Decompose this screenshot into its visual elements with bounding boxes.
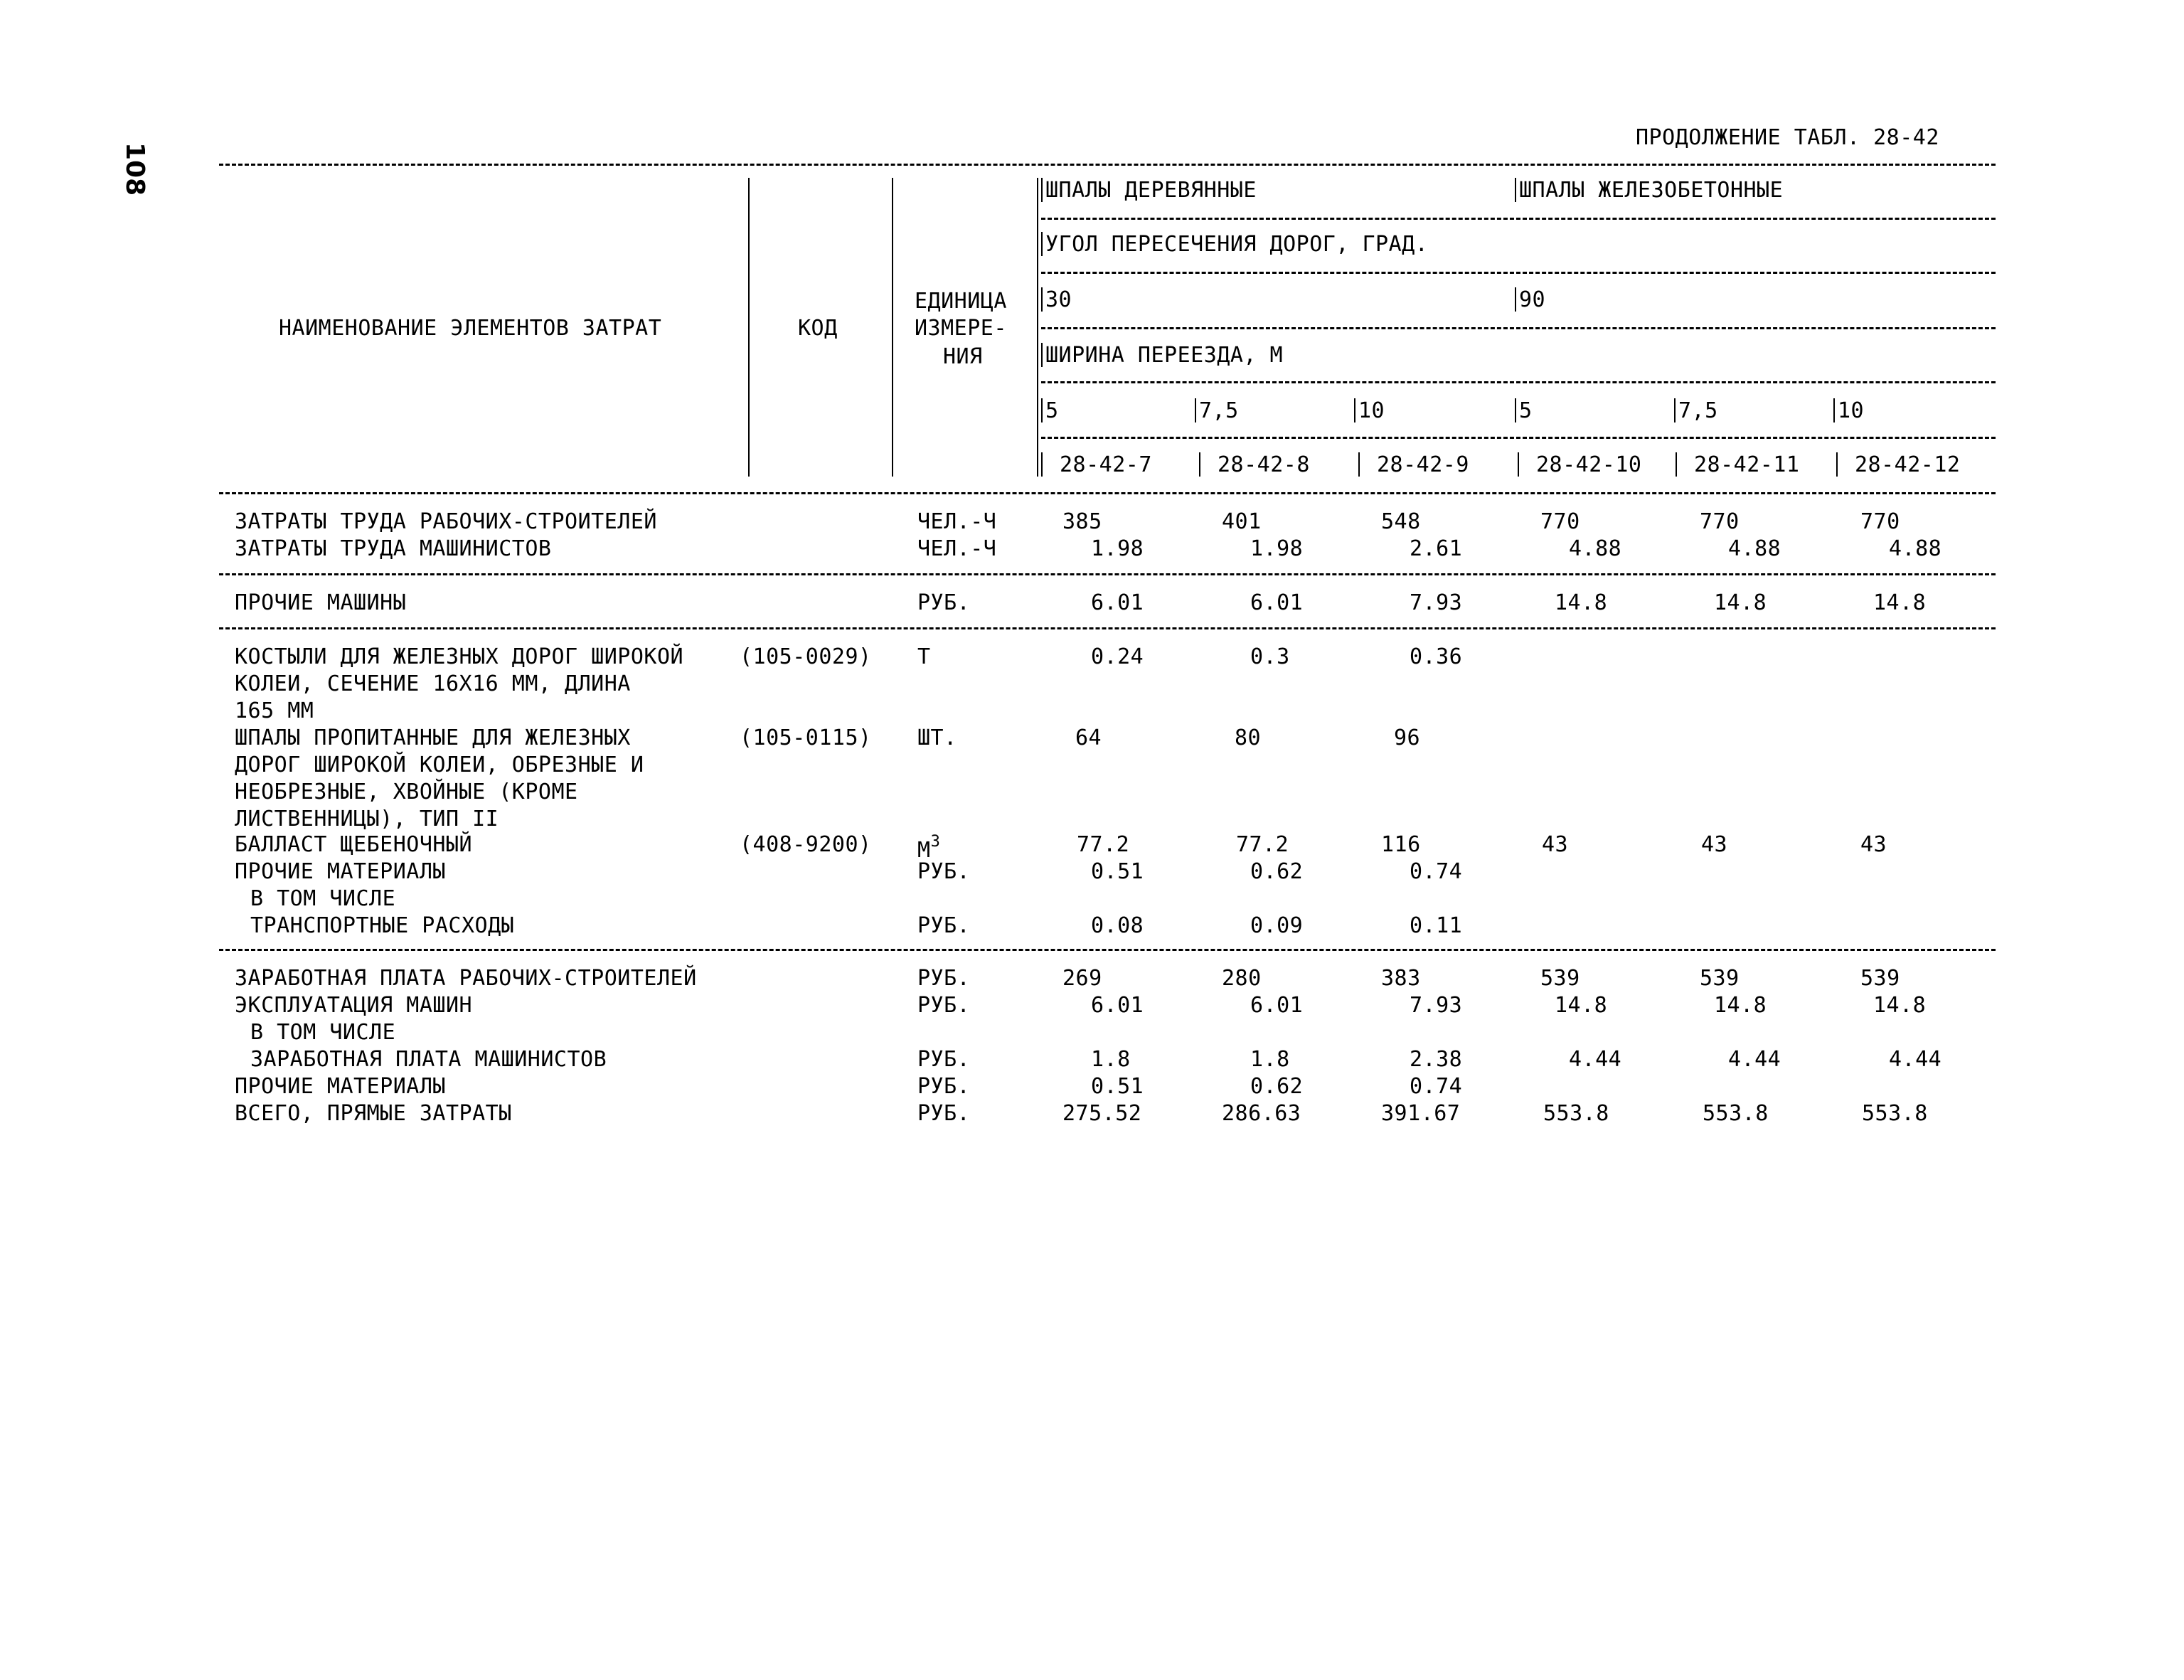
- header-code-5: 28-42-11: [1694, 452, 1800, 477]
- row-prochie-materialy-2-v1: 0.51: [1091, 1074, 1144, 1099]
- row-ekspl-v4: 14.8: [1555, 993, 1608, 1018]
- row-vsego-v5: 553.8: [1703, 1101, 1769, 1126]
- row-labor-workers-v4: 770: [1540, 509, 1580, 534]
- row-kostyli-name-3: 165 ММ: [235, 698, 314, 723]
- row-shpaly-unit: ШТ.: [917, 725, 957, 750]
- row-shpaly-name-2: ДОРОГ ШИРОКОЙ КОЛЕИ, ОБРЕЗНЫЕ И: [235, 753, 644, 777]
- row-other-machines-v1: 6.01: [1091, 590, 1144, 615]
- row-other-machines-unit: РУБ.: [917, 590, 971, 615]
- row-kostyli-code: (105-0029): [740, 644, 872, 669]
- header-group-wood: ШПАЛЫ ДЕРЕВЯННЫЕ: [1045, 178, 1257, 203]
- row-shpaly-v2: 80: [1235, 725, 1262, 750]
- header-width-4: 5: [1519, 398, 1533, 423]
- row-ekspl-unit: РУБ.: [917, 993, 971, 1018]
- header-width-6: 10: [1838, 398, 1865, 423]
- row-zarplata-mash-v4: 4.44: [1569, 1047, 1622, 1072]
- row-ballast-v4: 43: [1542, 832, 1569, 857]
- group-wood-marker: [1041, 178, 1043, 202]
- row-ballast-v3: 116: [1381, 832, 1421, 857]
- row-ekspl-v2: 6.01: [1250, 993, 1304, 1018]
- code-marker-4: [1518, 452, 1519, 477]
- section1-bottom-rule: [219, 573, 1996, 575]
- row-zarplata-unit: РУБ.: [917, 966, 971, 991]
- row-kostyli-v3: 0.36: [1410, 644, 1463, 669]
- row-kostyli-name-2: КОЛЕИ, СЕЧЕНИЕ 16Х16 ММ, ДЛИНА: [235, 671, 631, 696]
- row-vsego-v2: 286.63: [1222, 1101, 1301, 1126]
- row-zarplata-v5: 539: [1700, 966, 1740, 991]
- header-group-concrete: ШПАЛЫ ЖЕЛЕЗОБЕТОННЫЕ: [1519, 178, 1784, 203]
- header-angle-30: 30: [1045, 287, 1072, 312]
- row-vsego-unit: РУБ.: [917, 1101, 971, 1126]
- row-ballast-v2: 77.2: [1236, 832, 1289, 857]
- header-code-3: 28-42-9: [1377, 452, 1469, 477]
- row-vsego-v4: 553.8: [1543, 1101, 1609, 1126]
- header-code-4: 28-42-10: [1536, 452, 1642, 477]
- row-ekspl-v1: 6.01: [1091, 993, 1144, 1018]
- row-zarplata-mash-v1: 1.8: [1091, 1047, 1131, 1072]
- row-shpaly-name-1: ШПАЛЫ ПРОПИТАННЫЕ ДЛЯ ЖЕЛЕЗНЫХ: [235, 725, 631, 750]
- width-marker-2: [1195, 398, 1196, 422]
- continuation-title: ПРОДОЛЖЕНИЕ ТАБЛ. 28-42: [1636, 125, 1939, 150]
- row-v-tom-chisle-1: В ТОМ ЧИСЛЕ: [250, 886, 396, 911]
- header-code-6: 28-42-12: [1855, 452, 1961, 477]
- header-rule-3: [1041, 327, 1996, 329]
- row-labor-workers-unit: ЧЕЛ.-Ч: [917, 509, 997, 534]
- code-marker-5: [1676, 452, 1677, 477]
- row-zarplata-v2: 280: [1222, 966, 1262, 991]
- row-ballast-code: (408-9200): [740, 832, 872, 857]
- row-zarplata-mash-name: ЗАРАБОТНАЯ ПЛАТА МАШИНИСТОВ: [250, 1047, 607, 1072]
- page-number: 108: [120, 142, 149, 196]
- row-prochie-materialy-2-v3: 0.74: [1410, 1074, 1463, 1099]
- row-transport-v3: 0.11: [1410, 913, 1463, 938]
- row-labor-machinists-v1: 1.98: [1091, 536, 1144, 561]
- header-unit-line1: ЕДИНИЦА: [915, 289, 1007, 314]
- top-rule: [219, 164, 1996, 166]
- header-width-label: ШИРИНА ПЕРЕЕЗДА, М: [1045, 343, 1284, 368]
- header-code-2: 28-42-8: [1218, 452, 1310, 477]
- row-vsego-v1: 275.52: [1062, 1101, 1142, 1126]
- row-transport-v2: 0.09: [1250, 913, 1304, 938]
- row-zarplata-name: ЗАРАБОТНАЯ ПЛАТА РАБОЧИХ-СТРОИТЕЛЕЙ: [235, 966, 697, 991]
- row-transport-unit: РУБ.: [917, 913, 971, 938]
- row-labor-machinists-v2: 1.98: [1250, 536, 1304, 561]
- row-prochie-materialy-2-unit: РУБ.: [917, 1074, 971, 1099]
- row-zarplata-v3: 383: [1381, 966, 1421, 991]
- row-shpaly-name-4: ЛИСТВЕННИЦЫ), ТИП II: [235, 807, 499, 831]
- row-other-machines-v6: 14.8: [1873, 590, 1927, 615]
- row-labor-machinists-v3: 2.61: [1410, 536, 1463, 561]
- row-ballast-v6: 43: [1860, 832, 1887, 857]
- code-marker-2: [1199, 452, 1200, 477]
- row-kostyli-v2: 0.3: [1250, 644, 1290, 669]
- row-other-machines-v2: 6.01: [1250, 590, 1304, 615]
- row-vsego-name: ВСЕГО, ПРЯМЫЕ ЗАТРАТЫ: [235, 1101, 512, 1126]
- row-v-tom-chisle-2: В ТОМ ЧИСЛЕ: [250, 1020, 396, 1045]
- row-labor-workers-v2: 401: [1222, 509, 1262, 534]
- row-other-machines-name: ПРОЧИЕ МАШИНЫ: [235, 590, 407, 615]
- row-transport-name: ТРАНСПОРТНЫЕ РАСХОДЫ: [250, 913, 515, 938]
- header-code-1: 28-42-7: [1060, 452, 1152, 477]
- row-labor-machinists-v4: 4.88: [1569, 536, 1622, 561]
- code-marker-1: [1041, 452, 1043, 477]
- row-labor-machinists-unit: ЧЕЛ.-Ч: [917, 536, 997, 561]
- row-labor-machinists-v5: 4.88: [1728, 536, 1781, 561]
- header-rule-5: [1041, 437, 1996, 439]
- width-label-marker: [1041, 343, 1043, 367]
- row-shpaly-v1: 64: [1075, 725, 1102, 750]
- row-transport-v1: 0.08: [1091, 913, 1144, 938]
- angle-label-marker: [1041, 232, 1043, 256]
- row-shpaly-name-3: НЕОБРЕЗНЫЕ, ХВОЙНЫЕ (КРОМЕ: [235, 780, 578, 804]
- row-ekspl-v3: 7.93: [1410, 993, 1463, 1018]
- header-rule-4: [1041, 381, 1996, 383]
- row-prochie-materialy-name: ПРОЧИЕ МАТЕРИАЛЫ: [235, 859, 446, 884]
- width-marker-6: [1833, 398, 1835, 422]
- row-zarplata-v6: 539: [1860, 966, 1900, 991]
- ballast-unit-superscript: 3: [930, 833, 941, 851]
- group-concrete-marker: [1515, 178, 1516, 202]
- row-ekspl-name: ЭКСПЛУАТАЦИЯ МАШИН: [235, 993, 473, 1018]
- angle-90-marker: [1515, 287, 1516, 312]
- row-prochie-materialy-2-v2: 0.62: [1250, 1074, 1304, 1099]
- header-width-3: 10: [1358, 398, 1385, 423]
- width-marker-1: [1041, 398, 1043, 422]
- row-other-machines-v5: 14.8: [1714, 590, 1767, 615]
- row-labor-workers-v6: 770: [1860, 509, 1900, 534]
- ballast-unit-base: М: [917, 838, 931, 863]
- row-ekspl-v6: 14.8: [1873, 993, 1927, 1018]
- header-separator-code: [892, 178, 893, 477]
- row-shpaly-code: (105-0115): [740, 725, 872, 750]
- row-zarplata-mash-v3: 2.38: [1410, 1047, 1463, 1072]
- header-code-column: КОД: [798, 316, 838, 341]
- row-ballast-name: БАЛЛАСТ ЩЕБЕНОЧНЫЙ: [235, 832, 473, 857]
- header-width-5: 7,5: [1678, 398, 1718, 423]
- row-labor-machinists-name: ЗАТРАТЫ ТРУДА МАШИНИСТОВ: [235, 536, 552, 561]
- header-name-column: НАИМЕНОВАНИЕ ЭЛЕМЕНТОВ ЗАТРАТ: [279, 316, 662, 341]
- header-unit-line3: НИЯ: [943, 344, 983, 369]
- row-ballast-v1: 77.2: [1077, 832, 1130, 857]
- row-shpaly-v3: 96: [1394, 725, 1421, 750]
- code-marker-3: [1358, 452, 1360, 477]
- row-prochie-materialy-v3: 0.74: [1410, 859, 1463, 884]
- row-kostyli-unit: Т: [917, 644, 931, 669]
- row-labor-workers-v5: 770: [1700, 509, 1740, 534]
- header-separator-unit: [1037, 178, 1038, 477]
- row-kostyli-name-1: КОСТЫЛИ ДЛЯ ЖЕЛЕЗНЫХ ДОРОГ ШИРОКОЙ: [235, 644, 684, 669]
- row-zarplata-v1: 269: [1062, 966, 1102, 991]
- header-angle-label: УГОЛ ПЕРЕСЕЧЕНИЯ ДОРОГ, ГРАД.: [1045, 232, 1429, 257]
- header-angle-90: 90: [1519, 287, 1546, 312]
- row-prochie-materialy-unit: РУБ.: [917, 859, 971, 884]
- row-kostyli-v1: 0.24: [1091, 644, 1144, 669]
- row-prochie-materialy-2-name: ПРОЧИЕ МАТЕРИАЛЫ: [235, 1074, 446, 1099]
- width-marker-5: [1674, 398, 1676, 422]
- width-marker-4: [1515, 398, 1516, 422]
- row-zarplata-mash-v5: 4.44: [1728, 1047, 1781, 1072]
- row-zarplata-mash-v6: 4.44: [1889, 1047, 1942, 1072]
- header-bottom-rule: [219, 492, 1996, 494]
- code-marker-6: [1836, 452, 1838, 477]
- row-zarplata-mash-unit: РУБ.: [917, 1047, 971, 1072]
- header-width-2: 7,5: [1199, 398, 1239, 423]
- angle-30-marker: [1041, 287, 1043, 312]
- header-separator-name: [748, 178, 750, 477]
- row-other-machines-v4: 14.8: [1555, 590, 1608, 615]
- row-prochie-materialy-v2: 0.62: [1250, 859, 1304, 884]
- row-prochie-materialy-v1: 0.51: [1091, 859, 1144, 884]
- row-zarplata-v4: 539: [1540, 966, 1580, 991]
- row-labor-workers-v3: 548: [1381, 509, 1421, 534]
- row-zarplata-mash-v2: 1.8: [1250, 1047, 1290, 1072]
- row-labor-workers-name: ЗАТРАТЫ ТРУДА РАБОЧИХ-СТРОИТЕЛЕЙ: [235, 509, 657, 534]
- header-unit-line2: ИЗМЕРЕ-: [915, 316, 1007, 341]
- row-ballast-v5: 43: [1701, 832, 1728, 857]
- row-labor-workers-v1: 385: [1062, 509, 1102, 534]
- row-ekspl-v5: 14.8: [1714, 993, 1767, 1018]
- section2-bottom-rule: [219, 627, 1996, 629]
- header-rule-2: [1041, 272, 1996, 274]
- header-rule-1: [1041, 218, 1996, 220]
- header-width-1: 5: [1045, 398, 1059, 423]
- width-marker-3: [1354, 398, 1355, 422]
- section3-bottom-rule: [219, 949, 1996, 951]
- row-vsego-v6: 553.8: [1862, 1101, 1928, 1126]
- row-vsego-v3: 391.67: [1381, 1101, 1461, 1126]
- row-labor-machinists-v6: 4.88: [1889, 536, 1942, 561]
- row-other-machines-v3: 7.93: [1410, 590, 1463, 615]
